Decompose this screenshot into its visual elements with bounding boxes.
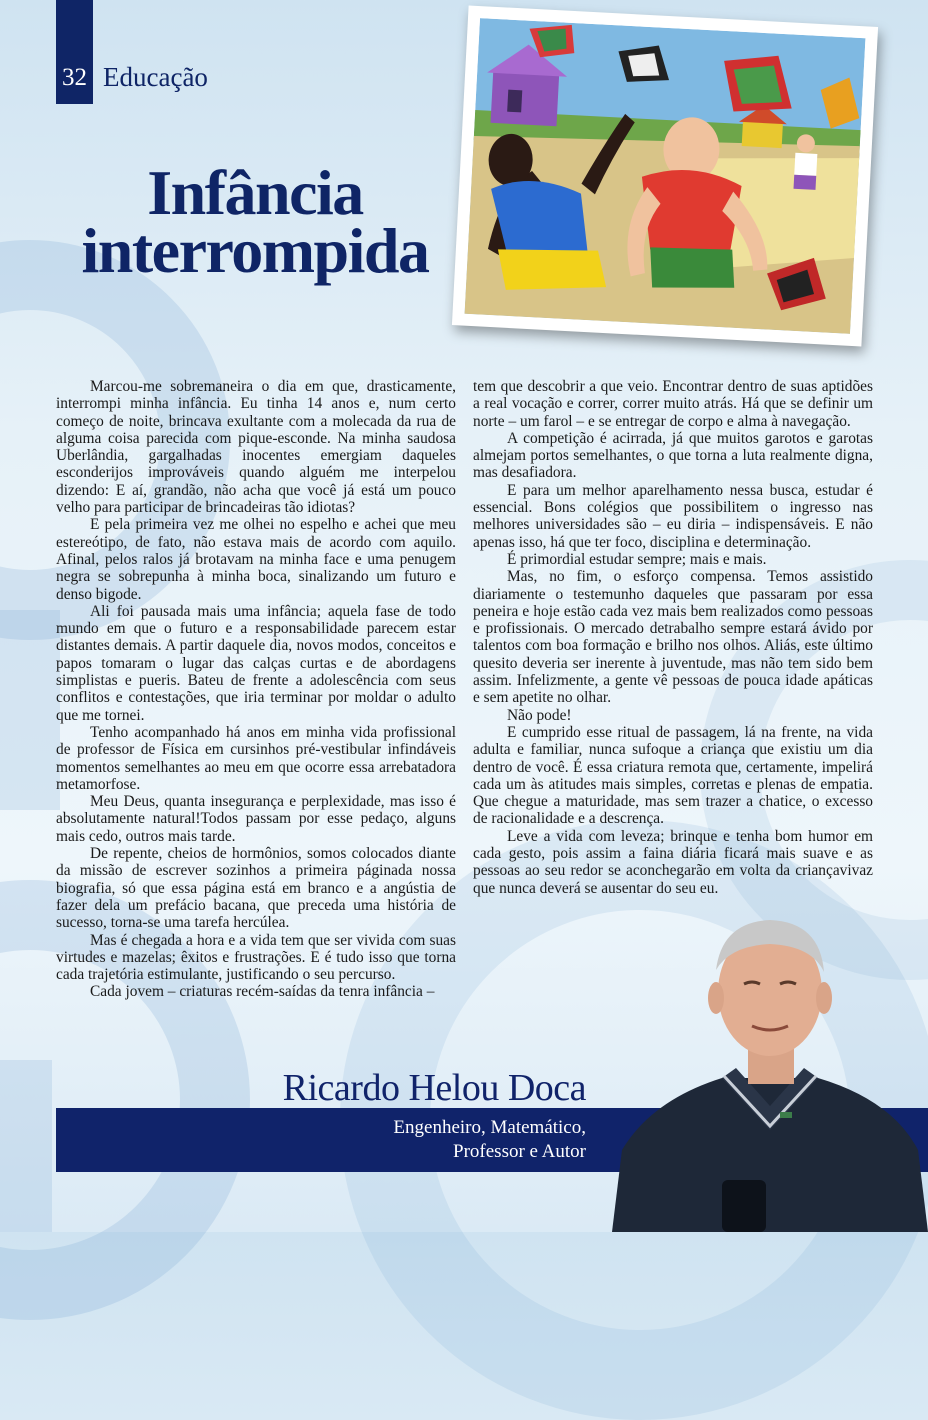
- paragraph: Mas é chegada a hora e a vida tem que ser vivida com suas virtudes e mazelas; êxitos e frustrações. E é tudo isso que torna cada trajetória estimulante, justificando o seu percurso.: [56, 931, 456, 984]
- author-photo: [612, 900, 928, 1232]
- author-role-line-1: Engenheiro, Matemático,: [393, 1117, 586, 1138]
- title-line-2: interrompida: [81, 215, 429, 286]
- paragraph: E para um melhor aparelhamento nessa busca, estudar é essencial. Bons colégios que possibilitem o ingresso nas melhores universidades são – eu diria – indispensáveis. E não apenas isso, há que ter foco, disciplina e determinação.: [473, 481, 873, 551]
- paragraph: Não pode!: [507, 706, 572, 724]
- paragraph: Mas, no fim, o esforço compensa. Temos assistido diariamente o testemunho daqueles que passaram por essa peneira e hoje estão cada vez mais bem realizados como pessoas e profissionais. O mercado detrabalho sempre estará ávido por talentos com boa formação e brilho nos olhos. Aliás, este último quesito deveria ser inerente à juventude, mas não tem sido bem assim. Infelizmente, a gente vê pessoas de pouca idade apáticas e sem apetite no olhar.: [473, 568, 873, 707]
- paragraph: Tenho acompanhado há anos em minha vida profissional de professor de Física em cursinhos pré-vestibular infindáveis momentos semelhantes ao meu em que ocorre essa arrebatadora metamorfose.: [56, 723, 456, 793]
- page-number: 32: [62, 64, 87, 91]
- kites-painting: [452, 5, 878, 346]
- author-portrait-illustration: [612, 900, 928, 1232]
- paragraph: Meu Deus, quanta insegurança e perplexidade, mas isso é absolutamente natural!Todos passam por esse pedaço, alguns mais cedo, outros mais tarde.: [56, 793, 456, 845]
- paragraph: Cada jovem – criaturas recém-saídas da tenra infância –: [90, 983, 435, 1001]
- background-bar: [0, 1060, 52, 1232]
- article-title: [60, 157, 450, 286]
- paragraph: Marcou-me sobremaneira o dia em que, drasticamente, interrompi minha infância. Eu tinha 14 anos e, num certo começo de noite, brincava exultante com a molecada da rua de alguma coisa parecida com pique-esconde. Na minha saudosa Uberlândia, gargalhadas inocentes emergiam daqueles esconderijos improváveis quando alguém me interpelou dizendo: E aí, grandão, não acha que você já está um pouco velho para participar de brincadeiras tão idiotas?: [56, 378, 456, 517]
- paragraph: Leve a vida com leveza; brinque e tenha bom humor em cada gesto, pois assim a faina diária ficará mais suave e as pessoas ao seu redor se aconchegarão em volta da criançavivaz que nunca deverá se ausentar do seu eu.: [473, 827, 873, 897]
- section-name: Educação: [103, 62, 208, 92]
- paragraph: E pela primeira vez me olhei no espelho e achei que meu estereótipo, de fato, não estava mais de acordo com aquilo. Afinal, pelos ralos já brotavam na minha face e uma penugem negra se sobrepunha à minha boca, sinalizando um futuro e denso bigode.: [56, 516, 456, 603]
- author-name: Ricardo Helou Doca: [282, 1067, 586, 1109]
- background-bar: [0, 610, 60, 810]
- paragraph: A competição é acirrada, já que muitos garotos e garotas almejam portos semelhantes, o que torna a luta realmente digna, mas desafiadora.: [473, 429, 873, 482]
- title-line-1: Infância: [147, 157, 363, 228]
- paragraph: De repente, cheios de hormônios, somos colocados diante da missão de escrever sozinhos a primeira páginada nossa biografia, só que essa página está em branco e a angústia de fazer dela um prefácio bacana, que preceda uma história de sucesso, torna-se uma tarefa hercúlea.: [56, 845, 456, 932]
- kites-painting-illustration: [465, 18, 866, 334]
- article-column-right: [473, 378, 873, 897]
- paragraph: É primordial estudar sempre; mais e mais.: [507, 550, 767, 568]
- paragraph: Ali foi pausada mais uma infância; aquela fase de todo mundo em que o futuro e a responsabilidade parecem estar distantes demais. A partir daquele dia, novos modos, conceitos e papos tomaram o lugar das calças curtas e de abordagens simplistas e pueris. Bateu de frente a adolescência com seus conflitos e contestações, que iria terminar por moldar o adulto que me tornei.: [56, 602, 456, 724]
- author-role: [300, 1116, 586, 1164]
- article-column-left: [56, 378, 456, 1001]
- author-role-line-2: Professor e Autor: [453, 1141, 586, 1162]
- paragraph: E cumprido esse ritual de passagem, lá na frente, na vida adulta e familiar, nunca sufoque a criança que existiu um dia dentro de você. É essa criatura remota que, certamente, impelirá cada um às atitudes mais simples, corretas e plenas de empatia. Que chegue a maturidade, mas sem trazer a chatice, o excesso de racionalidade e a descrença.: [473, 723, 873, 828]
- paragraph-continued: tem que descobrir a que veio. Encontrar dentro de suas aptidões a real vocação e correr, correr muito atrás. Há que se definir um norte – um farol – e se entregar de corpo e alma à navegação.: [473, 378, 873, 430]
